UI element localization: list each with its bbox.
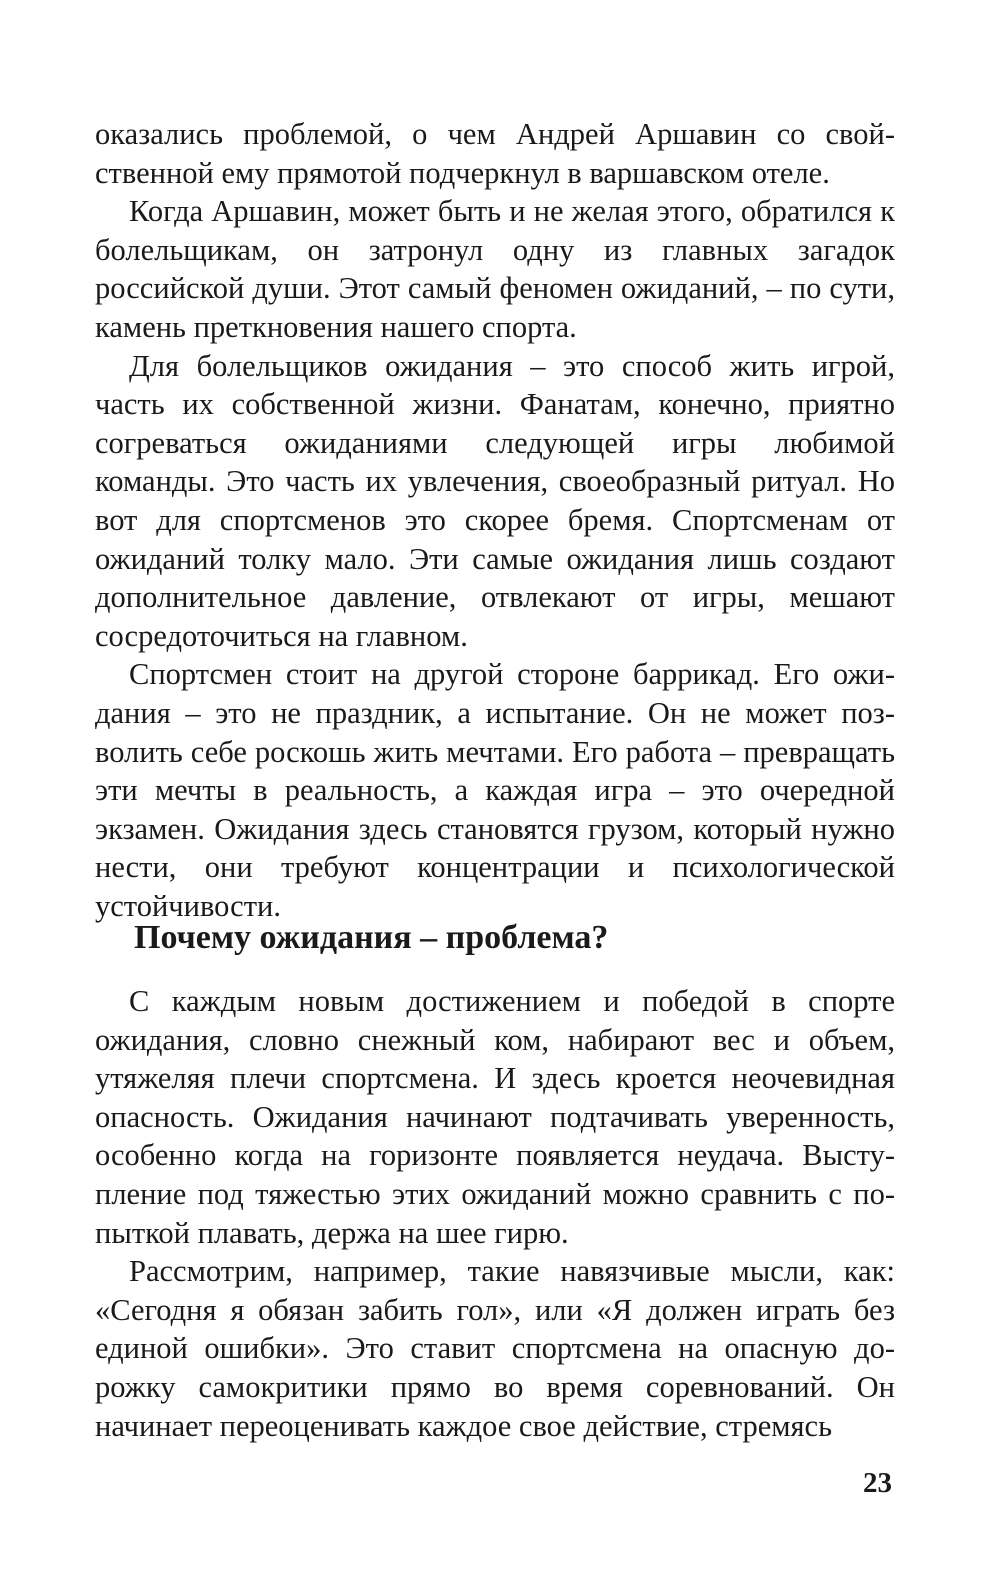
paragraph-athlete-side: Спортсмен стоит на другой стороне баррикад. Его ожидания – это не праздник, а испытание. Он не может позволить себе роскошь жить мечтами. Его работа – превращать эти мечты в реальность, а каждая игра – это очередной экзамен. Ожидания здесь становятся грузом, который нужно нести, они требуют концентрации и психологической устойчивости. — [95, 657, 895, 923]
page-number: 23 — [863, 1467, 892, 1499]
paragraph-fans-expectations: Для болельщиков ожидания – это способ жить игрой, часть их собственной жизни. Фанатам, конечно, приятно согреваться ожиданиями следующей игры любимой команды. Это часть их увлечения, своеобразный ритуал. Но вот для спортсменов это скорее бремя. Спортсменам от ожиданий толку мало. Эти самые ожидания лишь создают дополнительное давление, отвлекают от игры, мешают сосредоточиться на главном. — [95, 348, 895, 653]
body-text-top — [95, 115, 895, 925]
body-text-bottom — [95, 982, 895, 1445]
continuation-paragraph: оказались проблемой, о чем Андрей Аршавин со свойственной ему прямотой подчеркнул в варшавском отеле. — [95, 117, 895, 190]
paragraph-snowball: С каждым новым достижением и победой в спорте ожидания, словно снежный ком, набирают вес и объем, утяжеляя плечи спортсмена. И здесь кроется неочевидная опасность. Ожидания начинают подтачивать уверенность, особенно когда на горизонте появляется неудача. Выступление под тяжестью этих ожиданий можно сравнить с попыткой плавать, держа на шее гирю. — [95, 984, 895, 1250]
section-heading: Почему ожидания – проблема? — [134, 919, 609, 956]
paragraph-arshavin-fans: Когда Аршавин, может быть и не желая этого, обратился к болельщикам, он затронул одну из главных загадок российской души. Этот самый феномен ожиданий, – по сути, камень преткновения нашего спорта. — [95, 194, 895, 344]
paragraph-intrusive-thoughts: Рассмотрим, например, такие навязчивые мысли, как: «Сегодня я обязан забить гол», или «Я должен играть без единой ошибки». Это ставит спортсмена на опасную дорожку самокритики прямо во время соревнований. Он начинает переоценивать каждое свое действие, стремясь — [95, 1254, 895, 1443]
